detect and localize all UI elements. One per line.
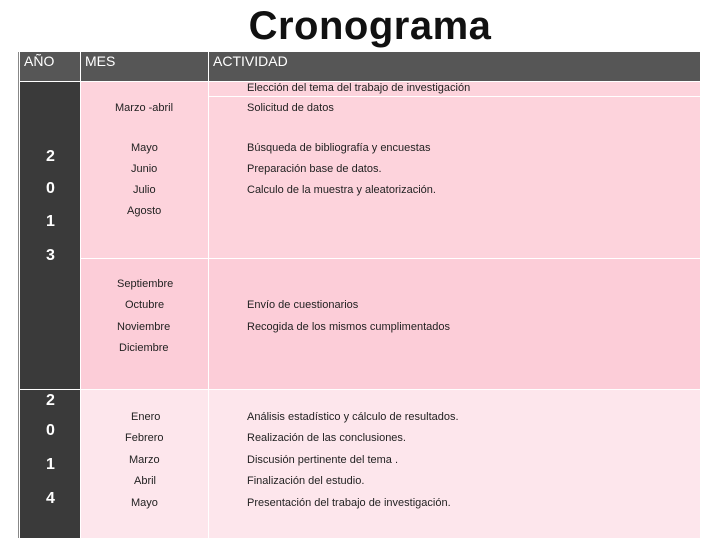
year-digit: 4 [46,490,55,507]
year-block-2014 [20,390,80,538]
activity-cell: Recogida de los mismos cumplimentados [247,321,450,333]
left-frame-line [18,52,19,538]
month-cell: Mayo [131,142,158,154]
activity-cell: Presentación del trabajo de investigación. [247,497,451,509]
activity-cell: Búsqueda de bibliografía y encuestas [247,142,431,154]
year-digit: 1 [46,456,55,473]
activity-cell: Envío de cuestionarios [247,299,359,311]
activity-cell: Preparación base de datos. [247,163,382,175]
year-digit: 1 [46,213,55,230]
activity-cell: Solicitud de datos [247,102,334,114]
month-cell: Febrero [125,432,164,444]
header-month-label: MES [85,53,116,69]
column-divider [208,82,209,538]
month-cell: Noviembre [117,321,171,333]
header-year-label: AÑO [24,53,55,69]
month-cell: Marzo [129,454,160,466]
page-title: Cronograma [248,4,492,48]
activity-cell: Discusión pertinente del tema . [247,454,399,466]
activity-cell: Calculo de la muestra y aleatorización. [247,184,436,196]
activity-cell: Realización de las conclusiones. [247,432,406,444]
row-separator [81,258,700,259]
year-digit: 0 [46,180,55,197]
month-cell: Julio [133,184,156,196]
month-cell: Mayo [131,497,158,509]
month-cell: Diciembre [119,342,169,354]
month-cell: Abril [134,475,157,487]
month-cell: Agosto [127,205,162,217]
month-cell: Enero [131,411,161,423]
activity-cell: Análisis estadístico y cálculo de resultados. [247,411,459,423]
header-activity-label: ACTIVIDAD [213,53,288,69]
activity-cell: Elección del tema del trabajo de investigación [247,82,471,94]
row-band-1 [81,82,700,258]
month-cell: Junio [131,163,158,175]
row-separator [81,389,700,390]
header-activity [209,52,700,81]
header-year [20,52,80,81]
year-block-2013 [20,82,80,389]
year-digit: 2 [46,148,55,165]
row-separator [208,96,700,97]
month-cell: Septiembre [117,278,174,290]
header-month [81,52,208,81]
year-digit: 0 [46,422,55,439]
month-cell: Marzo -abril [115,102,174,114]
activity-cell: Finalización del estudio. [247,475,365,487]
month-cell: Octubre [125,299,165,311]
year-digit: 2 [46,392,55,409]
year-digit: 3 [46,247,55,264]
